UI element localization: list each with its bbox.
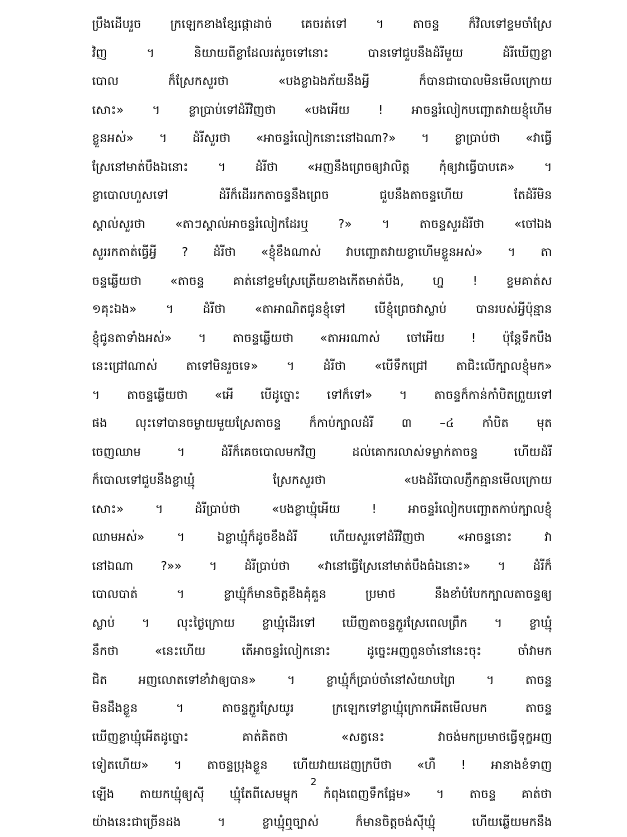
text-line: ឃើញខ្លាឃ្មុំអើតដូច្នោះ គាត់គិតថា «សត្វនេះ វាចង់មកប្រមាថធ្វើទុក្ខអញ	[92, 729, 552, 744]
text-line: ឈាមអស់» ។ ឯខ្លាឃ្មុំក៏ដូចខឹងដំរី ហើយសួរទៅដំរីវិញថា «អាចន្ទនោះ វា	[92, 530, 552, 544]
text-line: ខ្លួនអស់» ។ ដំរីសួរថា «អាចន្ទរំលៀកនោះនៅឯណា?» ។ ខ្លាប្រាប់ថា «វាធ្វើ	[92, 131, 552, 145]
text-line: នឹកថា «នេះហើយ តើអាចន្ទរំលៀកនោះ ដូច្នេះអញពួនចាំនៅនេះចុះ ចាំវាមក	[92, 644, 552, 658]
text-line: ចន្ទឆ្លើយថា «តាចន្ទ គាត់នៅខ្ទមស្រែត្រើយខាងកើតមាត់បឹង, ហ្ន ! ខ្ទមគាត់ស	[92, 273, 552, 288]
text-line: ឡើង តាយកឃ្មុំឲ្យស៊ី ឃ្មុំតែពីសេមម្លុក កំពុងពេញទឹកផ្អែម» ។ តាចន្ទ គាត់ថា	[92, 786, 552, 801]
text-line: បោលបាត់ ។ ខ្លាឃ្មុំក៏មានចិត្តខឹងគុំគួន ប្រមាថ នឹងខាំបំបែកក្បាលតាចន្ទឲ្យ	[92, 587, 552, 601]
text-line: មិនដឹងខ្លួន ។ តាចន្ទភ្ជួរស្រែយូរ ក្រឡេកទៅខ្លាឃ្មុំក្រោកអើតមើលមក តាចន្ទ	[92, 701, 552, 715]
text-line: ផង លុះទៅបានចម្ងាយមួយស្រែតាចន្ទ ក៏កាប់ក្បាលដំរី ៣ –៤ កាំបិត មុត	[92, 416, 552, 430]
text-line: នេះជ្រៅណាស់ តាទៅមិនរួចទេ» ។ ដំរីថា «បើទឹកជ្រៅ តាជិះលើក្បាលខ្ញុំមក»	[92, 359, 552, 373]
text-line: ប្រឹងដើបរួច ក្រឡេកខាងខ្សែផ្កោដាច់ គេចរត់ទៅ ។ តាចន្ទ ក៏វិលទៅខ្ទមចាំស្រែ	[92, 17, 552, 31]
text-line: ស្គាល់សួរថា «តាៗស្គាល់អាចន្ទរំលៀកដែរឬ ?» ។ តាចន្ទសួរដំរីថា «ចៅឯង	[92, 216, 552, 231]
text-line: យ៉ាងនេះជាច្រើនដង ។ ខ្លាឃ្មុំឮច្បាស់ ក៏មានចិត្តចង់ស៊ីឃ្មុំ ហើយឆ្លើយមកនឹង	[92, 815, 552, 829]
body-text	[92, 10, 552, 837]
text-line: ស្រែនៅមាត់បឹងឯនោះ ។ ដំរីថា «អញនឹងព្រេចឲ្យវាលិត្ត កុំឲ្យវាធ្វើបាបគេ» ។	[92, 159, 552, 174]
page-number: 2	[310, 777, 317, 788]
text-line: សួររកតាត់ធ្វើអ្វី ? ដំរីថា «ខ្ញុំខឹងណាស់ វាបញ្ឆោតវាយខ្លាហើមខ្លួនអស់» ។ តា	[92, 245, 552, 259]
text-line: វិញ ។ និយាយពីខ្លាដែលរត់រួចទៅនោះ បានទៅជួបនឹងដំរីមួយ ដំរីឃើញខ្លា	[92, 45, 552, 60]
text-line: សោះ» ។ ខ្លាប្រាប់ទៅដំរីវិញថា «បងអើយ ! អាចន្ទរំលៀកបញ្ឆោតវាយខ្ញុំហើម	[92, 102, 552, 117]
text-line: បោល ក៏ស្រែកសួរថា «បងខ្លាឯងភ័យនឹងអ្វី ក៏បានជាបោលមិនមើលក្រោយ	[92, 74, 552, 88]
text-line: នៅឯណា ?»» ។ ដំរីប្រាប់ថា «វានៅធ្វើស្រែនៅមាត់បឹងធំឯនោះ» ។ ដំរីក៏	[92, 558, 552, 573]
text-line: ។ តាចន្ទឆ្លើយថា «អើ បើដូច្នោះ ទៅក៏ទៅ» ។ តាចន្ទក៏កាន់កាំបិតព្រួយទៅ	[92, 387, 552, 402]
text-line: ចេញឈាម ។ ដំរីក៏គេចបោលមកវិញ ដល់គោករលាស់ទម្លាក់តាចន្ទ ហើយដំរី	[92, 444, 552, 459]
text-line: ១គុះឯង» ។ ដំរីថា «តាអាណិតជូនខ្ញុំទៅ បើខ្ញុំព្រេចវាស្លាប់ បានរបស់អ្វីប៉ុន្មាន	[92, 302, 552, 316]
text-line: សោះ» ។ ដំរីប្រាប់ថា «បងខ្លាឃ្មុំអើយ ! អាចន្ទរំលៀកបញ្ឆោតកាប់ក្បាលខ្ញុំ	[92, 501, 552, 516]
text-line: ទៀតហើយ» ។ តាចន្ទប្រុងខ្លួន ហើយវាយដេញក្របីថា «ហឺ ! អានាងខំទាញ	[92, 758, 552, 772]
text-line: ក៏បោលទៅជួបនឹងខ្លាឃ្មុំ ស្រែកសួរថា «បងដំរីបោលភ្ញឹកគ្មានមើលក្រោយ	[92, 473, 552, 487]
text-line: ជិត អញលោតទៅខាំវាឲ្យបាន» ។ ខ្លាឃ្មុំក៏ប្រាប់ចាំនៅសំយាបព្រៃ ។ តាចន្ទ	[92, 672, 552, 687]
text-line: ស្លាប់ ។ លុះថ្ងៃក្រោយ ខ្លាឃ្មុំដើរទៅ ឃើញតាចន្ទភ្ជួរស្រែពេលព្រឹក ។ ខ្លាឃ្មុំ	[92, 615, 552, 630]
text-line: ខ្ញុំជូនតាទាំងអស់» ។ តាចន្ទឆ្លើយថា «តាអរណាស់ ចៅអើយ ! ប៉ុន្តែទឹកបឹង	[92, 330, 552, 345]
text-line: ខ្លាបោលហួសទៅ ដំរីក៏ដើររកតាចន្ទនឹងព្រេច ជួបនឹងតាចន្ទហើយ តែដំរីមិន	[92, 188, 552, 202]
